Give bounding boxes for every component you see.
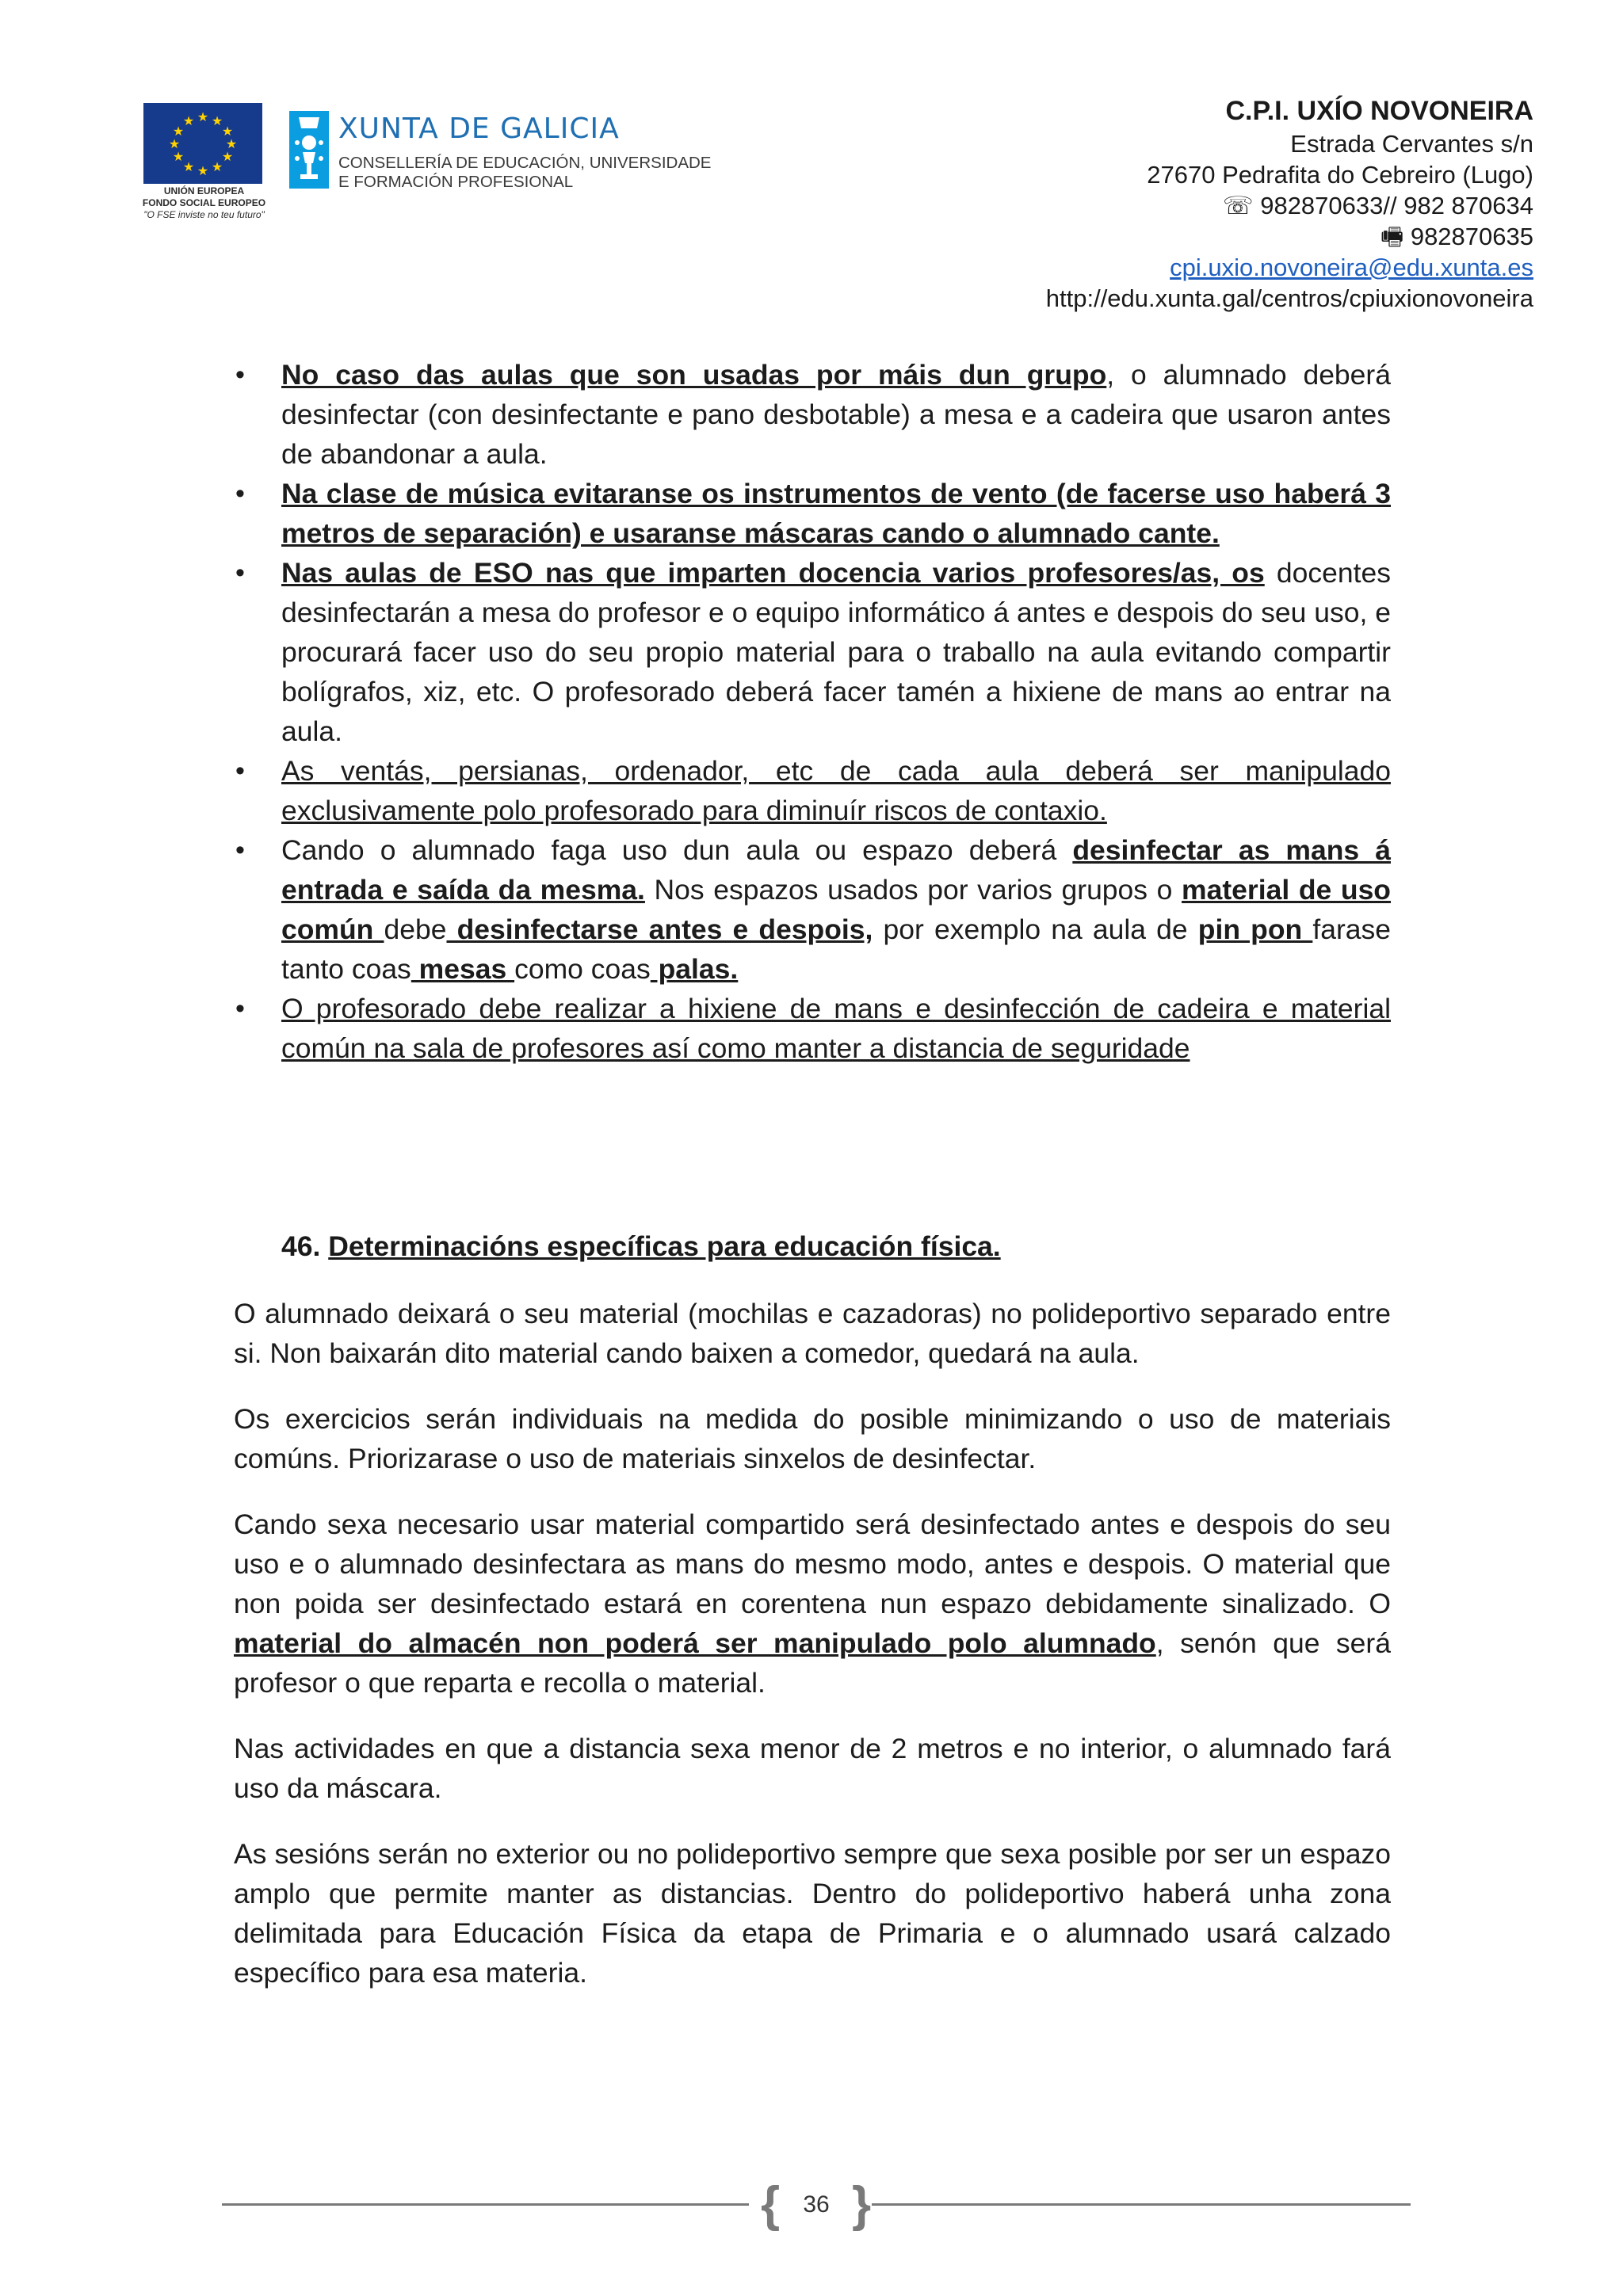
svg-text:★: ★ (197, 111, 209, 124)
footer-bracket-left: { (761, 2177, 781, 2232)
footer-bracket-right: } (852, 2177, 872, 2232)
list-item (281, 474, 1391, 553)
eu-caption-line2: FONDO SOCIAL EUROPEO (142, 197, 266, 208)
bullet-text: Cando o alumnado faga uso dun aula ou espazo deberá (281, 834, 1073, 866)
school-street: Estrada Cervantes s/n (1290, 130, 1533, 158)
xunta-dept-line1: CONSELLERÍA DE EDUCACIÓN, UNIVERSIDADE (338, 154, 712, 172)
bullet-emphasis: desinfectarse antes e despois, (446, 913, 873, 945)
svg-text:★: ★ (182, 115, 195, 128)
list-item (281, 830, 1391, 989)
svg-text:★: ★ (172, 125, 185, 139)
list-item (281, 751, 1391, 830)
xunta-emblem-icon (289, 111, 329, 189)
page-footer (222, 2177, 1411, 2241)
paragraph (234, 1505, 1391, 1703)
svg-text:★: ★ (225, 138, 238, 151)
bullet-text: por exemplo na aula de (873, 913, 1198, 945)
bullet-text: debe (384, 913, 447, 945)
bullet-text: O profesorado debe realizar a hixiene de mans e desinfección de cadeira e material común na sala de profesores así como manter a distancia de seguridade (281, 993, 1391, 1064)
svg-text:★: ★ (211, 161, 223, 174)
section-heading (281, 1226, 1001, 1266)
bullet-emphasis: material de uso común (281, 874, 1391, 945)
paragraph-text: , senón que será profesor o que reparta e recolla o material. (234, 1627, 1391, 1699)
svg-text:★: ★ (168, 138, 181, 151)
paragraph-emphasis: material do almacén non poderá ser manipulado polo alumnado (234, 1627, 1156, 1659)
eu-tagline: "O FSE inviste no teu futuro" (143, 209, 265, 220)
bullet-emphasis: mesas (411, 953, 515, 985)
bullet-text: As ventás, persianas, ordenador, etc de cada aula deberá ser manipulado exclusivamente polo profesorado para diminuír riscos de contaxio. (281, 755, 1391, 826)
list-item (281, 989, 1391, 1068)
list-item (281, 553, 1391, 751)
school-city: 27670 Pedrafita do Cebreiro (Lugo) (1147, 161, 1533, 189)
bullet-text: farase tanto coas (281, 913, 1392, 985)
svg-text:★: ★ (221, 125, 234, 139)
paragraph: Os exercicios serán individuais na medida do posible minimizando o uso de materiais comúns. Priorizarase o uso de materiais sinxelos de desinfectar. (234, 1403, 1391, 1474)
svg-text:★: ★ (211, 115, 223, 128)
footer-rule-right (872, 2203, 1411, 2206)
svg-text:★: ★ (182, 161, 195, 174)
paragraph-text: Cando sexa necesario usar material compartido será desinfectado antes e despois do seu uso e o alumnado desinfectara as mans do mesmo modo, antes e despois. O material que non poida ser desinfectado estará en corentena nun espazo debidamente sinalizado. O (234, 1508, 1391, 1619)
bullet-text: , o alumnado deberá desinfectar (con desinfectante e pano desbotable) a mesa e a cadeira que usaron antes de abandonar a aula. (281, 359, 1391, 470)
school-email-link[interactable]: cpi.uxio.novoneira@edu.xunta.es (1170, 254, 1533, 281)
section-body (234, 1294, 1391, 2019)
paragraph: As sesións serán no exterior ou no polideportivo sempre que sexa posible por ser un espazo amplo que permite manter as distancias. Dentro do polideportivo haberá unha zona delimitada para Educación Física da etapa de Primaria e o alumnado usará calzado específico para esa materia. (234, 1838, 1391, 1989)
bullet-text: docentes desinfectarán a mesa do profesor e o equipo informático á antes e despois do seu uso, e procurará facer uso do seu propio material para o traballo na aula evitando compartir bolígrafos, xiz, etc. O profesorado deberá facer tamén a hixiene de mans ao entrar na aula. (281, 557, 1391, 747)
school-contact (1046, 93, 1533, 314)
xunta-name: XUNTA DE GALICIA (338, 113, 620, 145)
school-fax: 🖷 982870635 (1380, 223, 1533, 250)
bullet-text: como coas (514, 953, 651, 985)
bullet-emphasis: Nas aulas de ESO nas que imparten docencia varios profesores/as, os (281, 557, 1265, 589)
list-item (281, 355, 1391, 474)
bullet-emphasis: pin pon (1197, 913, 1313, 945)
paragraph: O alumnado deixará o seu material (mochilas e cazadoras) no polideportivo separado entre si. Non baixarán dito material cando baixen a comedor, quedará na aula. (234, 1298, 1391, 1369)
eu-flag-icon (143, 103, 262, 184)
bullet-emphasis: Na clase de música evitaranse os instrumentos de vento (de facerse uso haberá 3 metros de separación) e usaranse máscaras cando o alumnado cante. (281, 478, 1391, 549)
bullet-emphasis: No caso das aulas que son usadas por máis dun grupo (281, 359, 1107, 391)
bullet-emphasis: desinfectar as mans á entrada e saída da mesma. (281, 834, 1391, 906)
rules-bullet-list (281, 355, 1391, 1068)
bullet-emphasis: palas. (650, 953, 739, 985)
page-number: 36 (803, 2191, 830, 2218)
svg-text:★: ★ (197, 165, 209, 178)
eu-logo (123, 101, 285, 228)
eu-caption-line1: UNIÓN EUROPEA (163, 185, 245, 196)
paragraph: Nas actividades en que a distancia sexa menor de 2 metros e no interior, o alumnado fará uso da máscara. (234, 1733, 1391, 1804)
school-website: http://edu.xunta.gal/centros/cpiuxionovoneira (1045, 284, 1533, 312)
xunta-department (338, 154, 711, 192)
school-name: C.P.I. UXÍO NOVONEIRA (1225, 96, 1533, 126)
bullet-text: Nos espazos usados por varios grupos o (644, 874, 1182, 906)
footer-rule-left (222, 2203, 749, 2206)
svg-text:★: ★ (221, 151, 234, 164)
svg-text:★: ★ (172, 151, 185, 164)
xunta-logo (289, 109, 733, 204)
section-title: Determinacións específicas para educación física. (328, 1230, 1001, 1262)
section-number: 46. (281, 1230, 321, 1262)
xunta-dept-line2: E FORMACIÓN PROFESIONAL (338, 173, 574, 191)
school-phone: ☏ 982870633// 982 870634 (1222, 192, 1533, 219)
eu-caption (123, 185, 285, 221)
